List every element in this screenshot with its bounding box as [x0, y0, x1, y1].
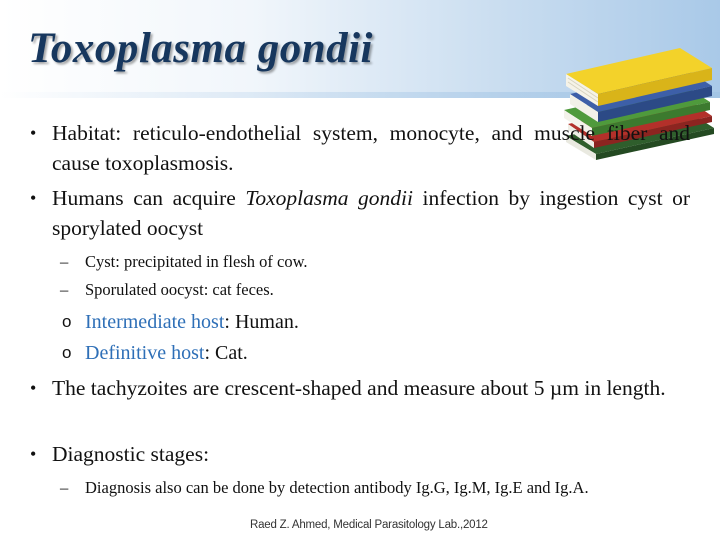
host-definitive: [62, 340, 662, 366]
bullet-tachyzoites: [30, 373, 690, 403]
footer-credit: Raed Z. Ahmed, Medical Parasitology Lab.,2012: [250, 519, 488, 531]
sub-bullet-text: Cyst: precipitated in flesh of cow.: [85, 252, 308, 271]
circle-mark: o: [62, 312, 72, 331]
text-suffix: in length.: [578, 376, 666, 400]
sub-bullet-text: Diagnosis also can be done by detection antibody Ig.G, Ig.M, Ig.E and Ig.A.: [85, 478, 589, 497]
bullet-text: [52, 183, 690, 243]
host-label: Intermediate host: [85, 311, 225, 333]
circle-mark: o: [62, 343, 72, 362]
dash-mark: –: [60, 478, 69, 497]
sub-bullet-diagnosis: [60, 477, 690, 498]
slide-title: Toxoplasma gondii: [28, 25, 374, 72]
sub-bullet-text: Sporulated oocyst: cat feces.: [85, 280, 274, 299]
host-text: [85, 340, 662, 366]
text-prefix: Humans can acquire: [52, 186, 246, 210]
host-value: : Human.: [224, 311, 299, 333]
dash-mark: –: [60, 280, 69, 299]
bullet-mark: •: [30, 188, 37, 208]
sub-bullet-oocyst: [60, 279, 690, 300]
bullet-text: Habitat: reticulo-endothelial system, monocyte, and muscle fiber and cause toxoplasmosis.: [52, 121, 690, 175]
bullet-text: [52, 373, 690, 403]
text-prefix: The tachyzoites are crescent-shaped and measure about 5: [52, 376, 550, 400]
host-label: Definitive host: [85, 342, 205, 364]
bullet-mark: •: [30, 123, 37, 143]
bullet-mark: •: [30, 444, 37, 464]
bullet-text: Diagnostic stages:: [52, 442, 210, 466]
host-text: [85, 309, 662, 335]
host-value: : Cat.: [204, 342, 248, 364]
unit-text: µm: [549, 376, 579, 400]
host-intermediate: [62, 309, 662, 335]
bullet-habitat: [30, 118, 690, 178]
text-suffix: infection by ingestion cyst or sporylated oocyst: [52, 186, 690, 240]
bullet-mark: •: [30, 378, 37, 398]
sub-bullet-cyst: [60, 251, 690, 272]
dash-mark: –: [60, 252, 69, 271]
bullet-infection: [30, 183, 690, 243]
species-name: Toxoplasma gondii: [245, 186, 414, 210]
bullet-diagnostic: [30, 439, 690, 469]
